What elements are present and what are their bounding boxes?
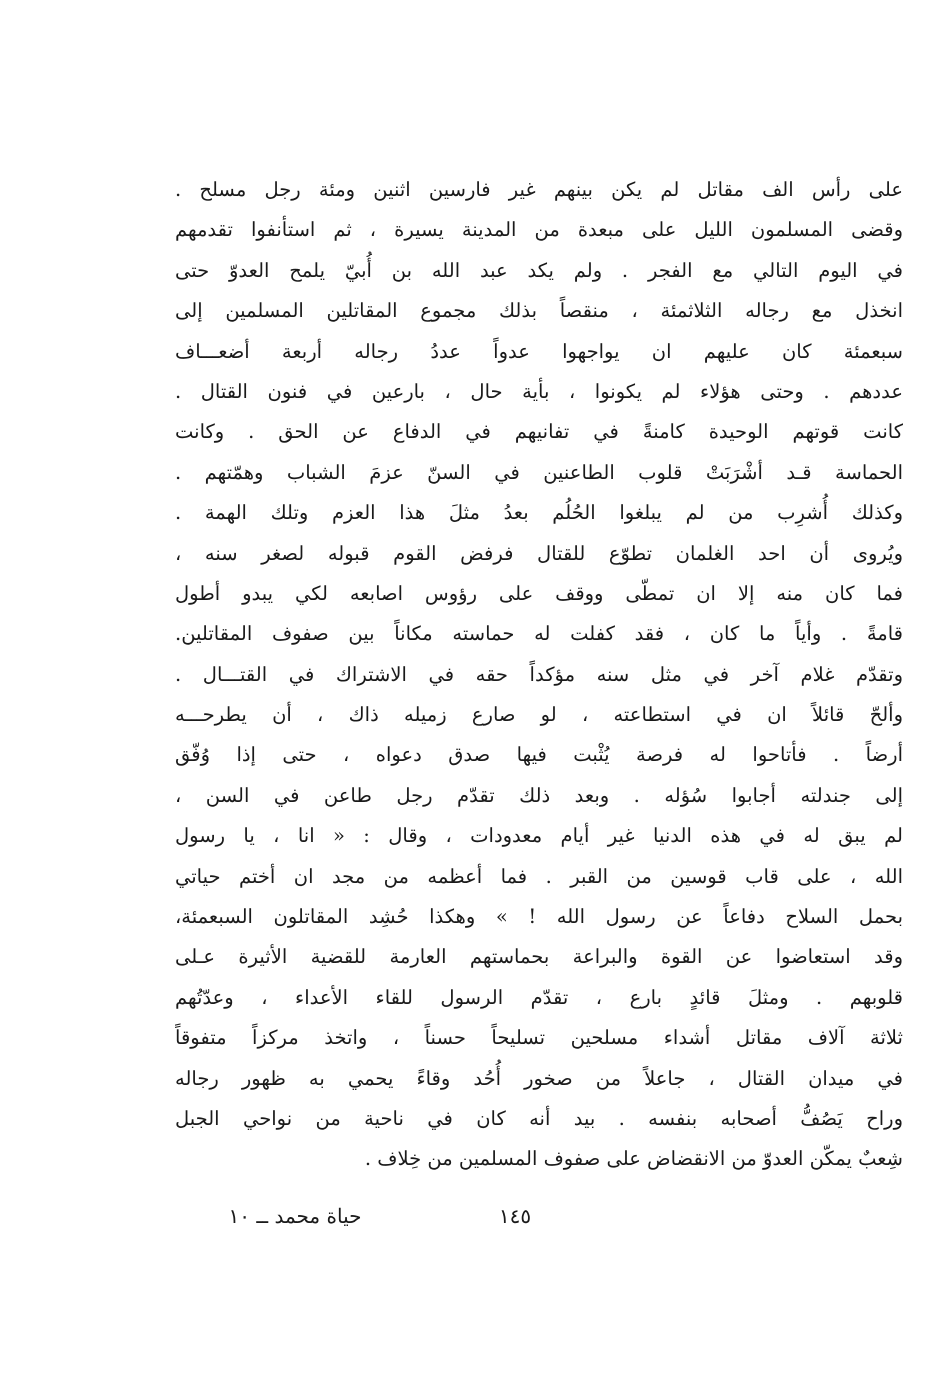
text-line: وألحّ قائلاً ان في استطاعته ، لو صارع زميله ذاك ، أن يطرحـــه bbox=[175, 703, 903, 727]
text-line: وتقدّم غلام آخر في مثل سنه مؤكداً حقه في الاشتراك في القتـــال . bbox=[175, 662, 903, 686]
text-line: في ميدان القتال ، جاعلاً من صخور أُحُد وقاءً يحمي به ظهور رجاله bbox=[175, 1066, 903, 1090]
body-text bbox=[175, 170, 903, 1180]
text-line: ثلاثة آلاف مقاتل أشداء مسلحين تسليحاً حسناً ، واتخذ مركزاً متفوقاً bbox=[175, 1026, 903, 1050]
text-line: لم يبق له في هذه الدنيا غير أيام معدودات ، وقال : « انا ، يا رسول bbox=[175, 824, 903, 848]
text-line: قامةً . وأياً ما كان ، فقد كفلت له حماسته مكاناً بين صفوف المقاتلين. bbox=[175, 622, 903, 646]
text-line: في اليوم التالي مع الفجر . ولم يكد عبد الله بن أُبيّ يلمح العدوّ حتى bbox=[175, 258, 903, 282]
text-line: وكذلك أُشرِب من لم يبلغوا الحُلُم بعدُ مثلَ هذا العزم وتلك الهمة . bbox=[175, 501, 903, 525]
text-line: أرضاً . فأتاحوا له فرصة يُثْبت فيها صدق دعواه ، حتى إذا وُفّق bbox=[175, 743, 903, 767]
text-line: عددهم . وحتى هؤلاء لم يكونوا ، بأية حال ، بارعين في فنون القتال . bbox=[175, 379, 903, 403]
text-line: الله ، على قاب قوسين من القبر . فما أعظمه من مجد ان أختم حياتي bbox=[175, 864, 903, 888]
text-line: وقضى المسلمون الليل على مبعدة من المدينة يسيرة ، ثم استأنفوا تقدمهم bbox=[175, 218, 903, 242]
text-line: الحماسة قـد أشْرَبَتْ قلوب الطاعنين في السنّ عزمَ الشباب وهمّتهم . bbox=[175, 460, 903, 484]
text-line: شِعبٌ يمكّن العدوّ من الانقضاض على صفوف المسلمين من خِلاف . bbox=[364, 1147, 903, 1171]
text-line: قلوبهم . ومثلَ قائدٍ بارع ، تقدّم الرسول للقاء الأعداء ، وعدّتُهم bbox=[175, 985, 903, 1009]
text-line: إلى جندلته أجابوا سُؤله . وبعد ذلك تقدّم رجل طاعن في السن ، bbox=[175, 783, 903, 807]
text-line: كانت قوتهم الوحيدة كامنةً في تفانيهم في الدفاع عن الحق . وكانت bbox=[175, 420, 903, 444]
text-line: سبعمئة كان عليهم ان يواجهوا عدواً عددُ رجاله أربعة أضعـــاف bbox=[175, 339, 903, 363]
text-line: ويُروى أن احد الغلمان تطوّع للقتال فرفض القوم قبوله لصغر سنه ، bbox=[175, 541, 903, 565]
text-line: انخذل مع رجاله الثلاثمئة ، منقصاً بذلك مجموع المقاتلين المسلمين إلى bbox=[175, 299, 903, 323]
text-line: على رأس الف مقاتل لم يكن بينهم غير فارسين اثنين ومئة رجل مسلح . bbox=[175, 178, 903, 201]
text-line: وقد استعاضوا عن القوة والبراعة بحماستهم العارمة للقضية الأثيرة عـلى bbox=[175, 945, 903, 969]
page-number: ١٤٥ bbox=[498, 1204, 532, 1228]
text-line: بحمل السلاح دفاعاً عن رسول الله ! » وهكذا حُشِد المقاتلون السبعمئة، bbox=[175, 905, 903, 929]
text-line: فما كان منه إلا ان تمطّى ووقف على رؤوس اصابعه لكي يبدو أطول bbox=[175, 581, 903, 605]
printer-signature: حياة محمد ــ ١٠ bbox=[228, 1204, 362, 1228]
text-line: وراح يَصُفُّ أصحابه بنفسه . بيد أنه كان في ناحية من نواحي الجبل bbox=[175, 1106, 903, 1130]
